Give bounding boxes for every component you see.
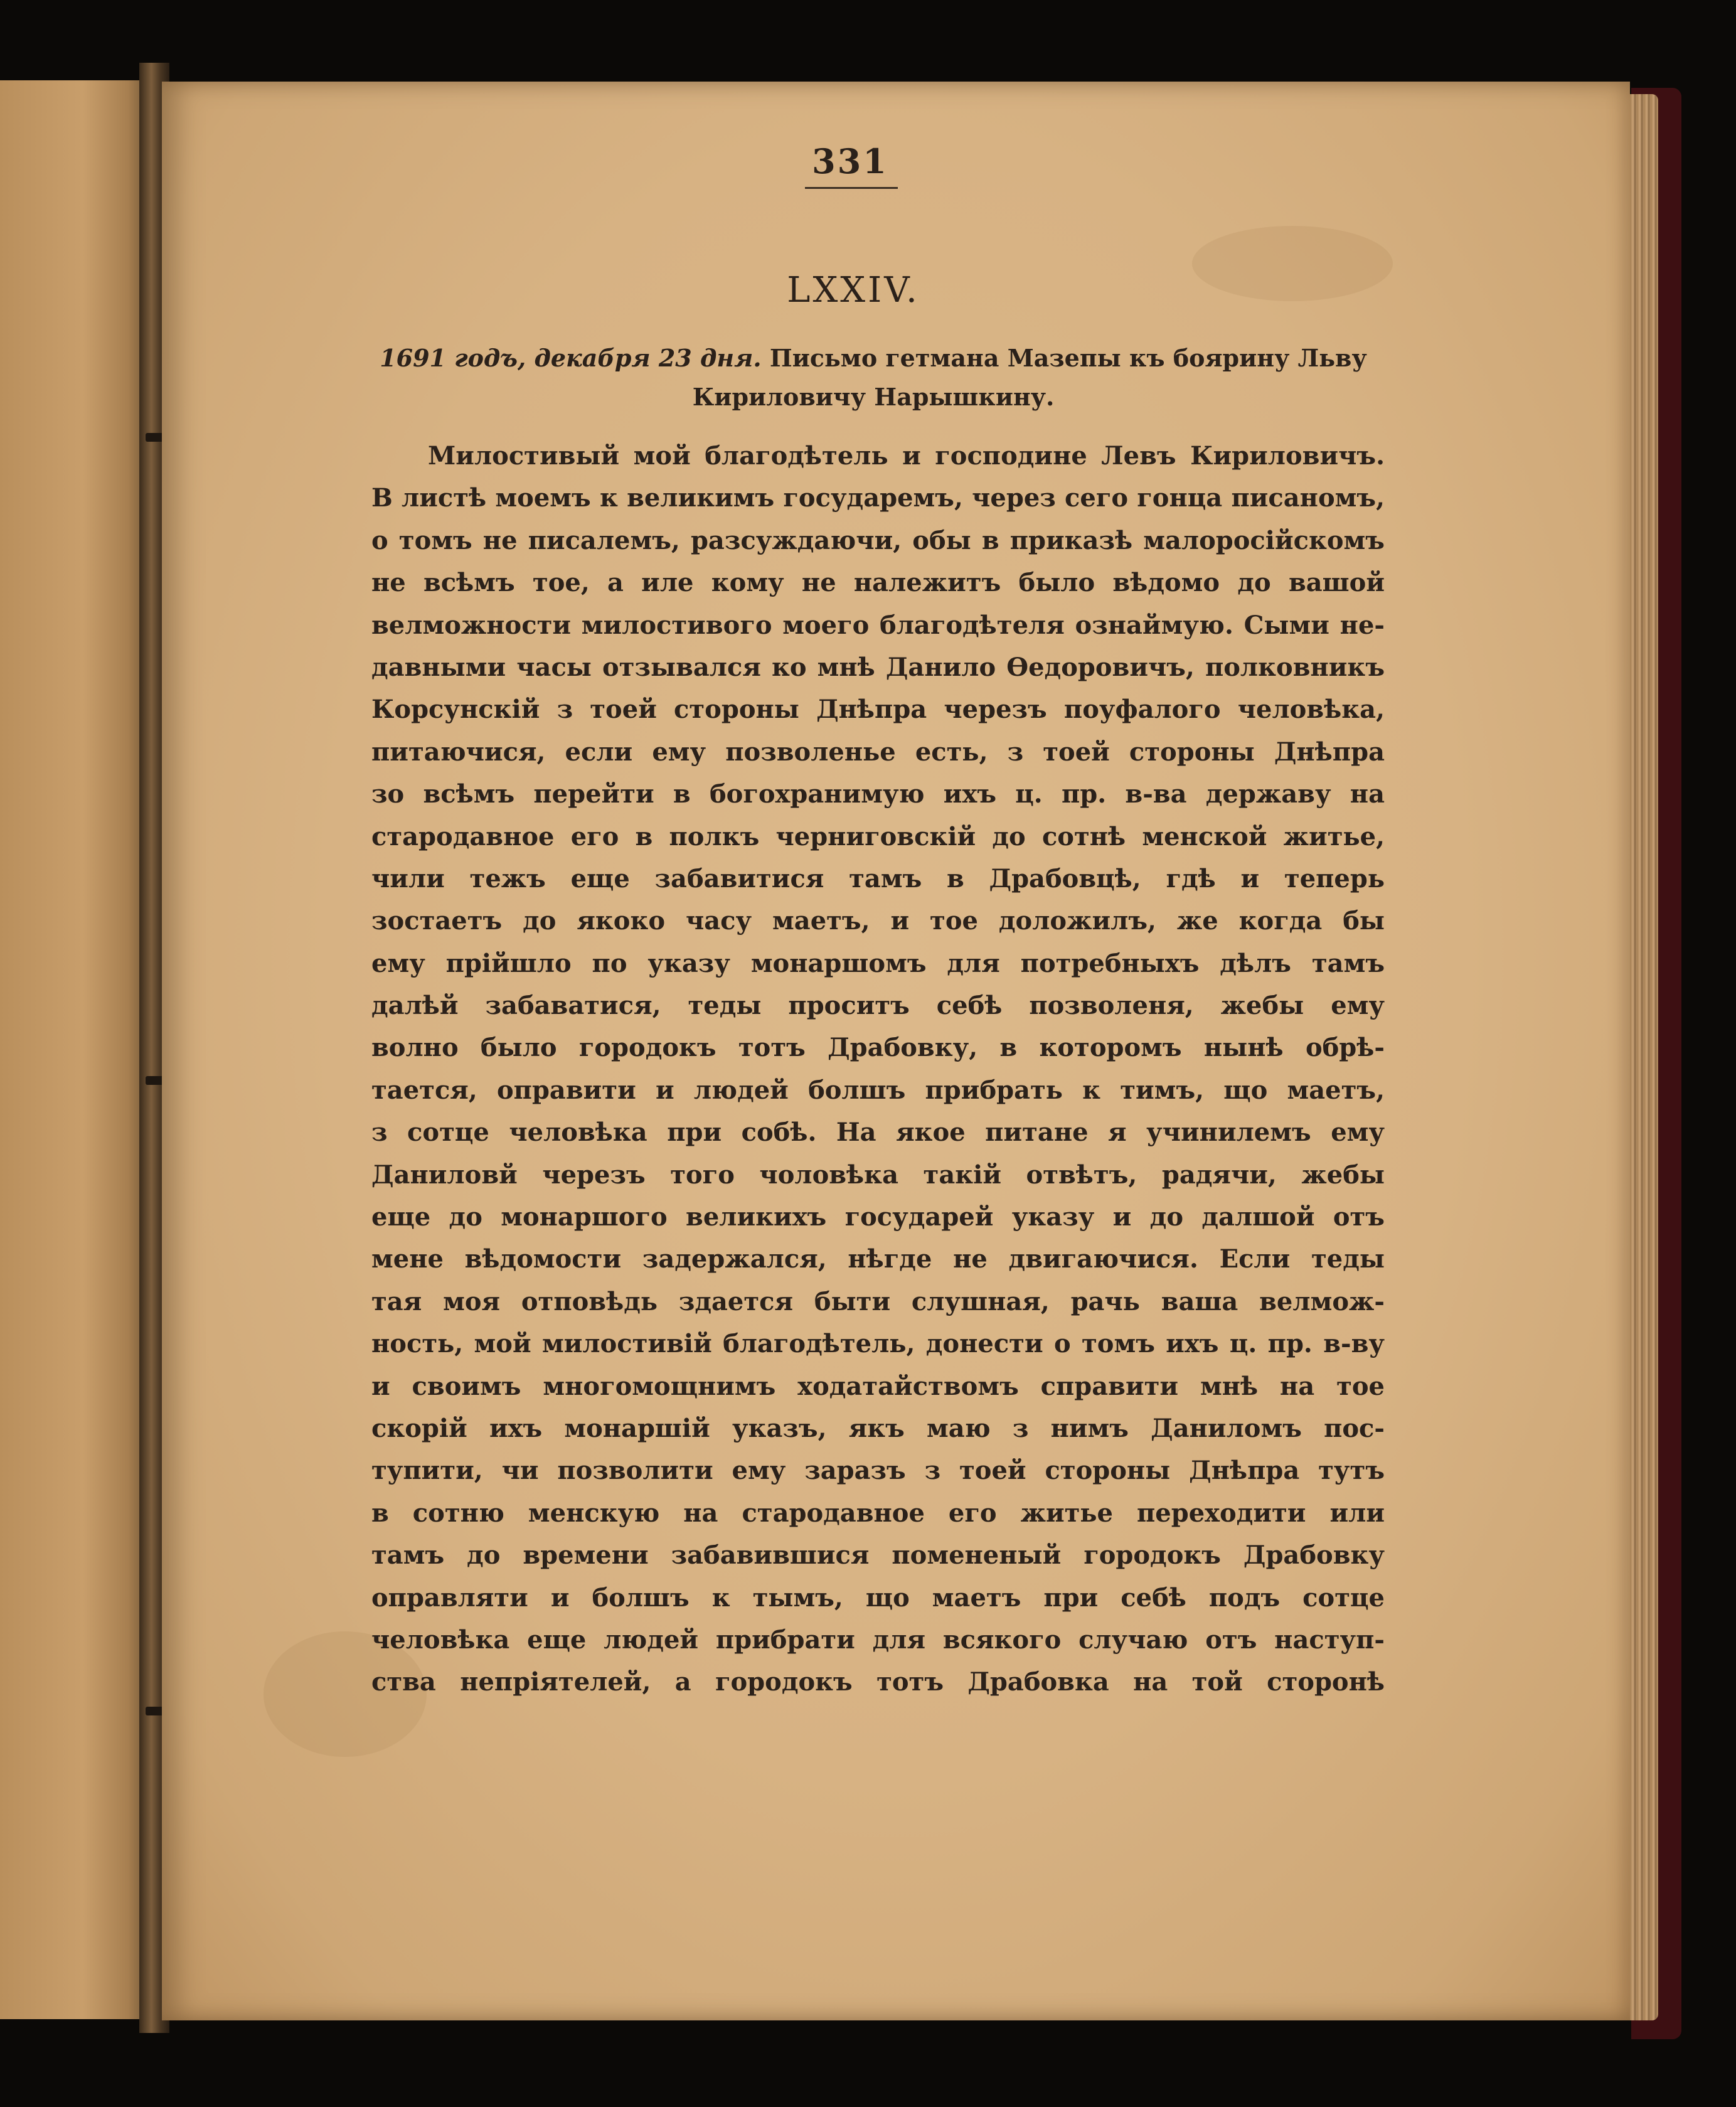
body-line: ства непріятелей, а городокъ тотъ Драбовка на той сторонѣ: [371, 1667, 1385, 1697]
body-line: велможности милостивого моего благодѣтеля ознаймую. Сыми не-: [371, 610, 1385, 640]
body-line: о томъ не писалемъ, разсуждаючи, обы в приказѣ малоросійскомъ: [371, 525, 1385, 555]
body-line: стародавное его в полкъ черниговскій до сотнѣ менской житье,: [371, 821, 1385, 851]
body-line: еще до монаршого великихъ государей указу и до далшой отъ: [371, 1202, 1385, 1232]
body-line: тается, оправити и людей болшъ прибрать к тимъ, що маетъ,: [371, 1075, 1385, 1105]
body-line: чили тежъ еще забавитися тамъ в Драбовцѣ, гдѣ и теперь: [371, 863, 1385, 893]
heading-date: 1691 годъ, декабря 23 дня.: [380, 344, 762, 372]
letter-body: [371, 435, 1385, 1704]
heading-title-part-1: Письмо гетмана Мазепы къ боярину Льву: [769, 344, 1367, 372]
body-line: з сотце человѣка при собѣ. На якое питане я учинилемъ ему: [371, 1118, 1385, 1148]
left-page-edge: [0, 80, 151, 2019]
body-line: Милостивый мой благодѣтель и господине Левъ Кириловичъ.: [428, 441, 1385, 471]
body-line: скорій ихъ монаршій указъ, якъ маю з нимъ Даниломъ пос-: [371, 1413, 1385, 1443]
document-number: LXXIV.: [787, 270, 920, 311]
document-heading: [371, 339, 1375, 417]
body-line: Корсунскій з тоей стороны Днѣпра черезъ поуфалого человѣка,: [371, 695, 1385, 725]
body-line: зостаетъ до якоко часу маетъ, и тое доложилъ, же когда бы: [371, 906, 1385, 936]
heading-line-2: Кириловичу Нарышкину.: [692, 383, 1055, 411]
body-line: тамъ до времени забавившися помененый городокъ Драбовку: [371, 1540, 1385, 1571]
page-number: 331: [812, 141, 888, 181]
body-line: давными часы отзывался ко мнѣ Данило Ѳедоровичъ, полковникъ: [371, 652, 1385, 682]
body-line: волно было городокъ тотъ Драбовку, в которомъ нынѣ обрѣ-: [371, 1033, 1385, 1063]
body-line: зо всѣмъ перейти в богохранимую ихъ ц. пр. в-ва державу на: [371, 779, 1385, 809]
body-line: ему прійшло по указу монаршомъ для потребныхъ дѣлъ тамъ: [371, 948, 1385, 978]
body-line: не всѣмъ тое, а иле кому не належитъ было вѣдомо до вашой: [371, 568, 1385, 598]
heading-line-1: [371, 339, 1375, 378]
body-line: в сотню менскую на стародавное его житье переходити или: [371, 1498, 1385, 1528]
page-number-underline: [805, 187, 898, 189]
body-line: питаючися, если ему позволенье есть, з тоей стороны Днѣпра: [371, 737, 1385, 767]
body-line: Даниловй черезъ того чоловѣка такій отвѣтъ, радячи, жебы: [371, 1160, 1385, 1190]
body-line: тая моя отповѣдь здается быти слушная, рачь ваша велмож-: [371, 1286, 1385, 1316]
body-line: ность, мой милостивій благодѣтель, донести о томъ ихъ ц. пр. в-ву: [371, 1329, 1385, 1359]
paper-stain: [1192, 226, 1393, 301]
body-line: человѣка еще людей прибрати для всякого случаю отъ наступ-: [371, 1624, 1385, 1655]
body-line: В листѣ моемъ к великимъ государемъ, через сего гонца писаномъ,: [371, 483, 1385, 513]
body-line: тупити, чи позволити ему заразъ з тоей стороны Днѣпра тутъ: [371, 1456, 1385, 1486]
body-line: и своимъ многомощнимъ ходатайствомъ справити мнѣ на тое: [371, 1371, 1385, 1401]
body-line: далѣй забаватися, теды проситъ себѣ позволеня, жебы ему: [371, 991, 1385, 1021]
body-line: мене вѣдомости задержался, нѣгде не двигаючися. Если теды: [371, 1244, 1385, 1274]
body-line: оправляти и болшъ к тымъ, що маетъ при себѣ подъ сотце: [371, 1582, 1385, 1613]
